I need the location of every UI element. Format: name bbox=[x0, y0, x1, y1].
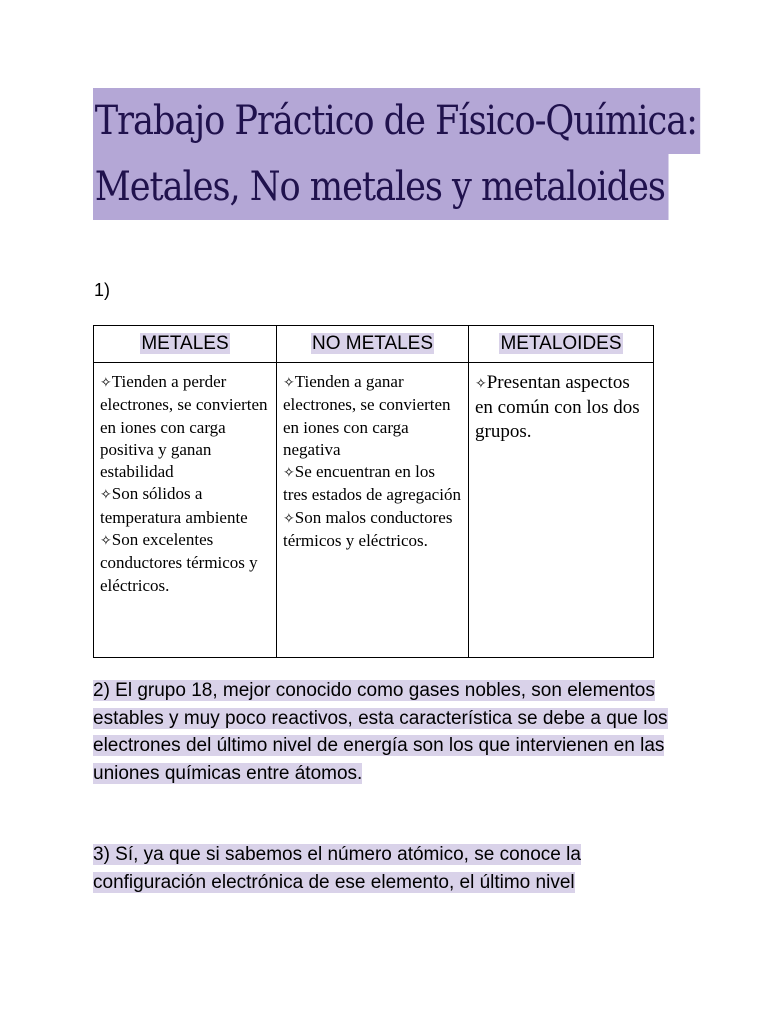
list-item-text: Tienden a ganar electrones, se convierten en iones con carga negativa bbox=[283, 372, 451, 459]
sparkle-bullet-icon: ✧ bbox=[283, 465, 295, 482]
sparkle-bullet-icon: ✧ bbox=[283, 375, 295, 391]
sparkle-bullet-icon: ✧ bbox=[283, 510, 295, 527]
list-item bbox=[100, 529, 270, 597]
list-item-text: Son excelentes conductores térmicos y eléctricos. bbox=[100, 530, 258, 595]
title-block bbox=[93, 88, 697, 220]
list-item bbox=[100, 371, 270, 483]
list-item-text: Presentan aspectos en común con los dos grupos. bbox=[475, 372, 640, 442]
list-item bbox=[283, 507, 462, 553]
list-item bbox=[100, 483, 270, 529]
sparkle-bullet-icon: ✧ bbox=[100, 533, 112, 550]
answer-2-text: 2) El grupo 18, mejor conocido como gases nobles, son elementos estables y muy poco reactivos, esta característica se debe a que los electrones del último nivel de energía son los que intervienen en las uniones químicas entre átomos. bbox=[93, 680, 668, 784]
header-metales: METALES bbox=[94, 326, 277, 363]
header-metaloides: METALOIDES bbox=[469, 326, 654, 363]
list-item-text: Tienden a perder electrones, se convierten en iones con carga positiva y ganan estabilidad bbox=[100, 372, 268, 482]
list-item bbox=[283, 461, 462, 507]
sparkle-bullet-icon: ✧ bbox=[100, 375, 112, 391]
question-1-label: 1) bbox=[94, 280, 111, 300]
header-no-metales: NO METALES bbox=[277, 326, 469, 363]
cell-metaloides bbox=[469, 363, 654, 658]
list-item-text: Se encuentran en los tres estados de agregación bbox=[283, 462, 461, 505]
list-item bbox=[283, 371, 462, 461]
list-item bbox=[475, 371, 647, 444]
answer-2 bbox=[93, 677, 683, 787]
table-header-row bbox=[94, 326, 654, 363]
cell-no-metales bbox=[277, 363, 469, 658]
cell-metales bbox=[94, 363, 277, 658]
list-item-text: Son malos conductores térmicos y eléctricos. bbox=[283, 507, 453, 551]
table-row bbox=[94, 363, 654, 658]
title-line-2: Metales, No metales y metaloides bbox=[93, 154, 668, 220]
answer-3 bbox=[93, 841, 683, 896]
title-line-1: Trabajo Práctico de Físico-Química: bbox=[93, 88, 700, 154]
comparison-table bbox=[93, 325, 654, 658]
sparkle-bullet-icon: ✧ bbox=[475, 376, 487, 392]
list-item-text: Son sólidos a temperatura ambiente bbox=[100, 484, 248, 527]
sparkle-bullet-icon: ✧ bbox=[100, 487, 112, 504]
answer-3-text: 3) Sí, ya que si sabemos el número atómico, se conoce la configuración electrónica de ese elemento, el último nivel bbox=[93, 844, 581, 893]
